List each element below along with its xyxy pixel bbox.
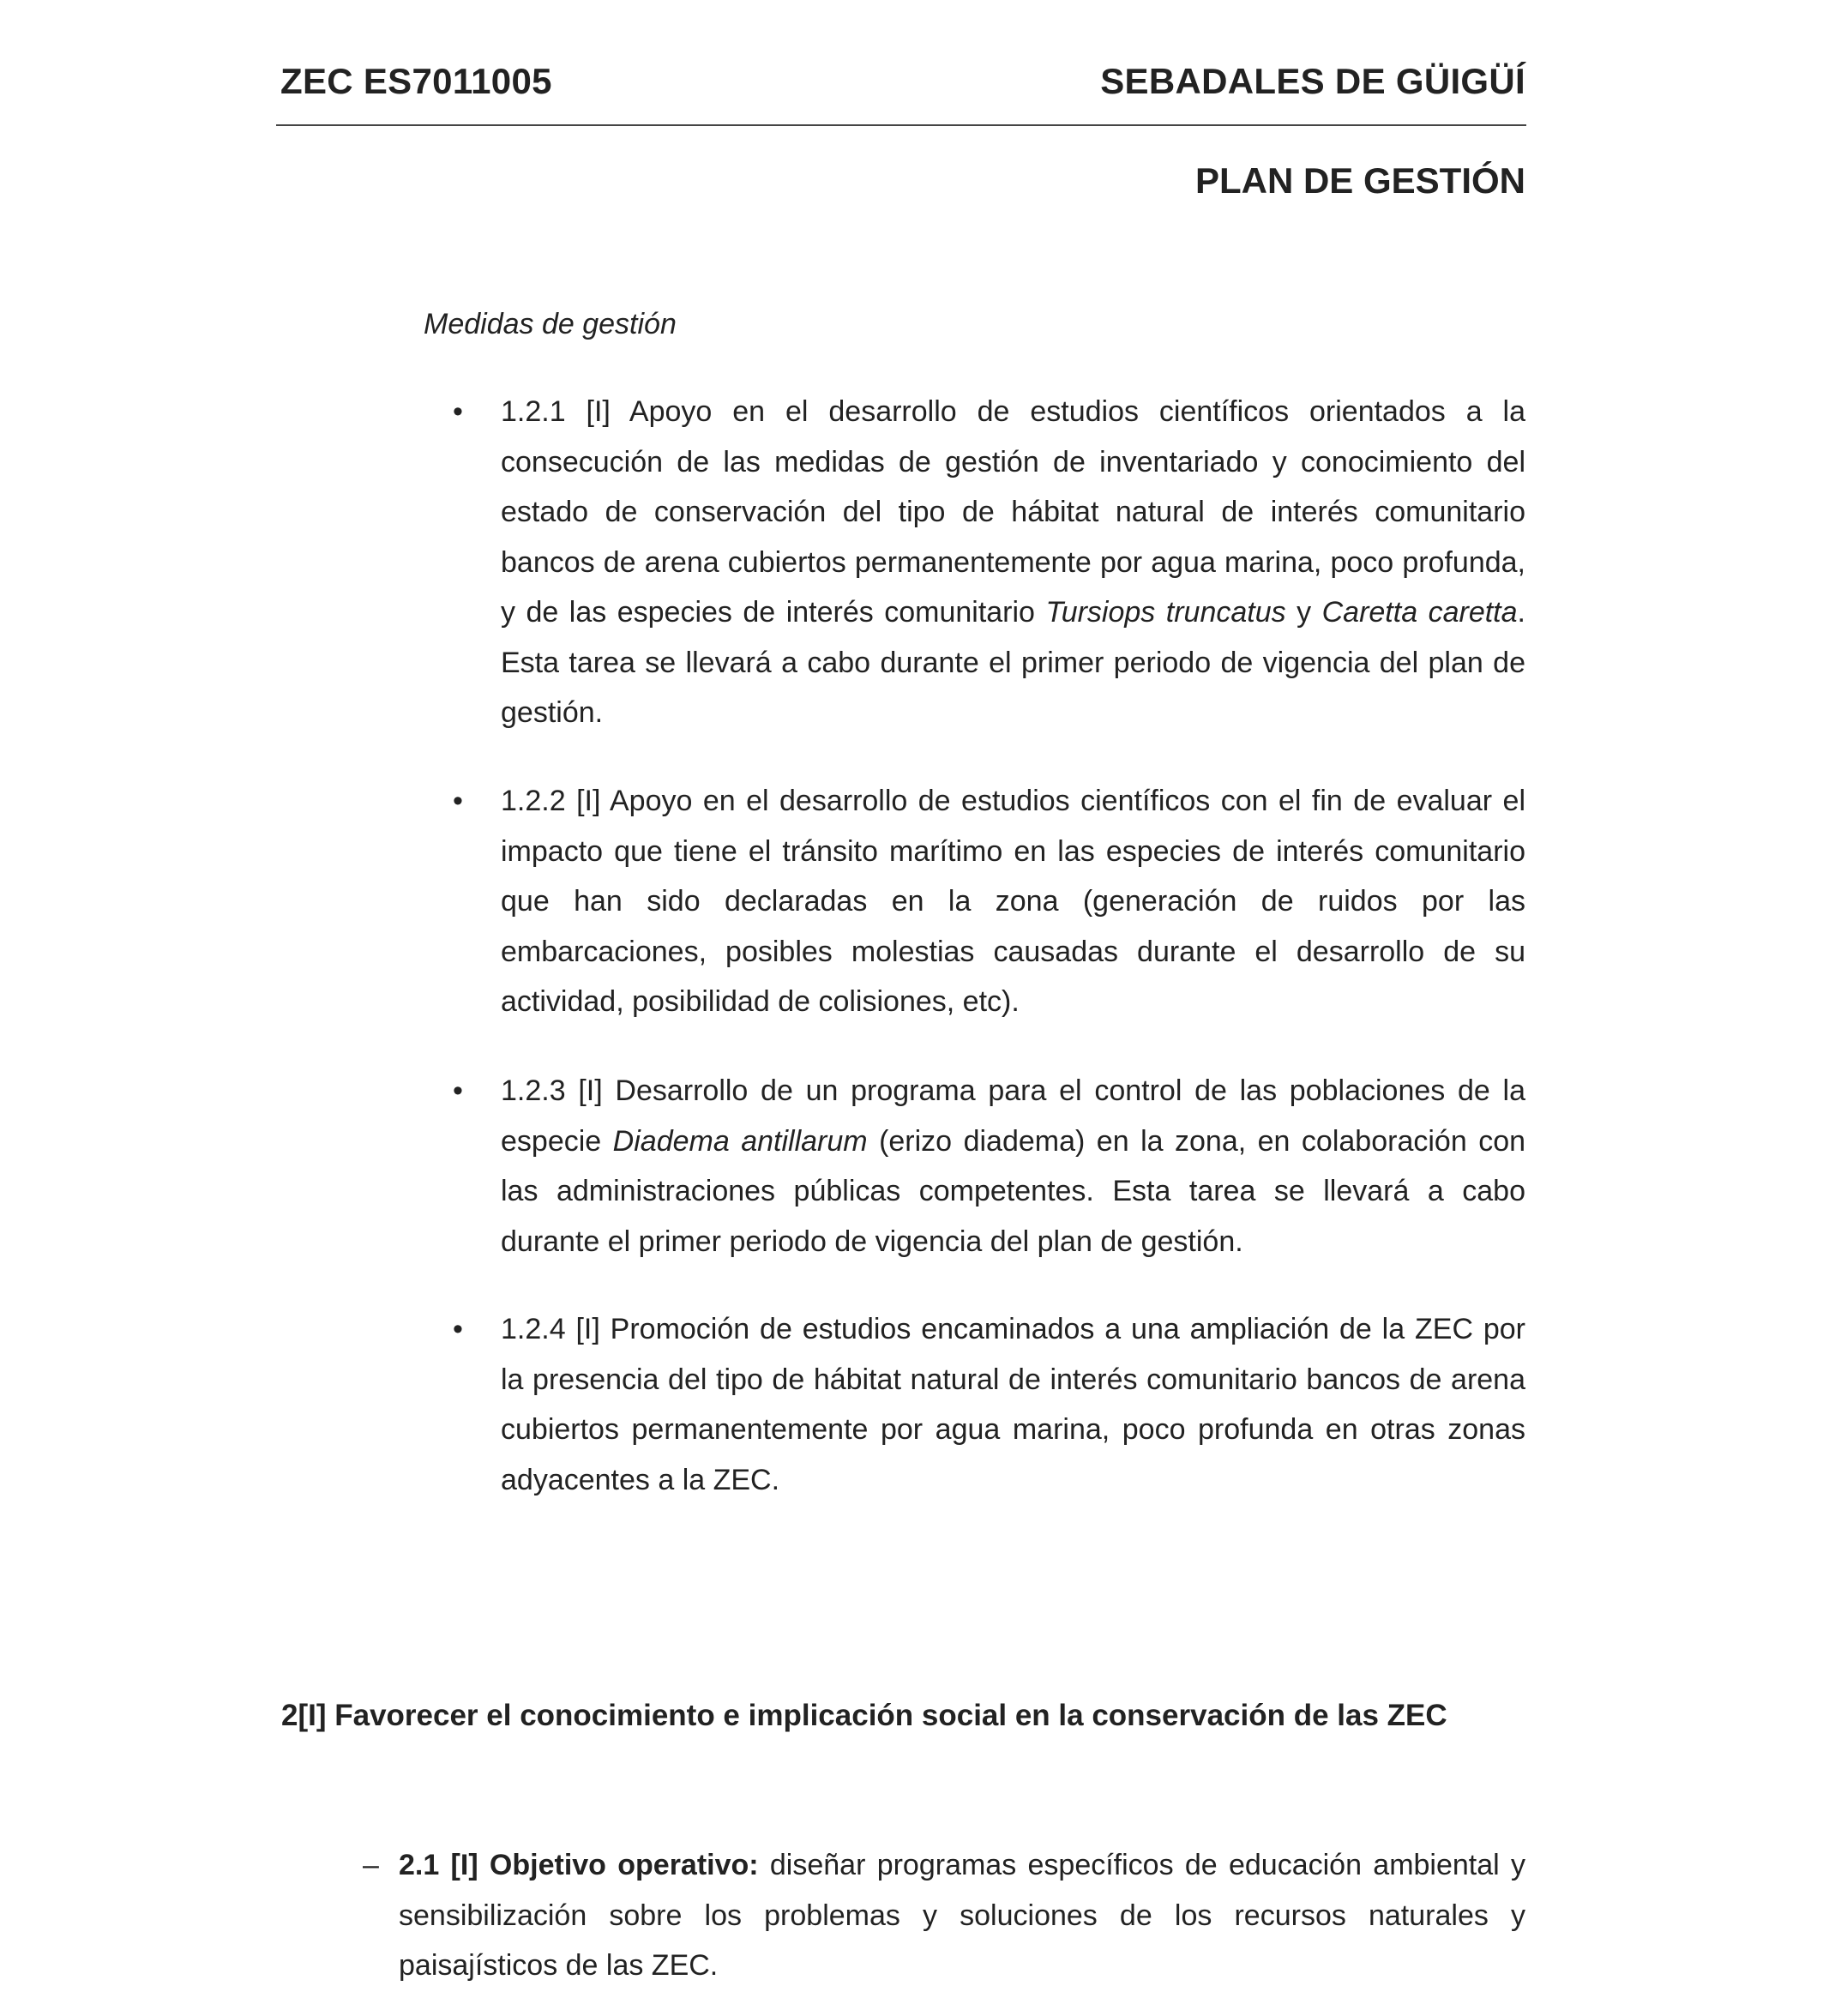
measure-text: (erizo diadema) en la zona, en colaboración con las administraciones públicas competentes. Esta tarea se llevará a cabo durante el primer periodo de vigencia del plan de gestión. bbox=[501, 1124, 1526, 1258]
dash-bullet-icon: – bbox=[363, 1849, 379, 1881]
goal-heading: 2[I] Favorecer el conocimiento e implicación social en la conservación de las ZEC bbox=[281, 1699, 1447, 1732]
header-divider bbox=[276, 124, 1526, 126]
bullet-icon: • bbox=[453, 1313, 463, 1345]
header-site-name: SEBADALES DE GÜIGÜÍ bbox=[1100, 61, 1525, 101]
species-name: Caretta caretta bbox=[1321, 596, 1518, 629]
plan-title: PLAN DE GESTIÓN bbox=[1194, 160, 1525, 201]
bullet-icon: • bbox=[453, 785, 463, 817]
species-name: Tursiops truncatus bbox=[1045, 596, 1286, 629]
operational-objective bbox=[363, 1840, 1525, 1991]
species-name: Diadema antillarum bbox=[612, 1124, 868, 1158]
measure-text: 1.2.4 [I] Promoción de estudios encaminados a una ampliación de la ZEC por la presencia del tipo de hábitat natural de interés comunitario bancos de arena cubiertos permanentemente por agua marina, poco profunda en otras zonas adyacentes a la ZEC. bbox=[501, 1313, 1525, 1496]
objective-label: 2.1 [I] Objetivo operativo: bbox=[399, 1849, 759, 1881]
measure-text: 1.2.2 [I] Apoyo en el desarrollo de estudios científicos con el fin de evaluar el impacto que tiene el tránsito marítimo en las especies de interés comunitario que han sido declaradas en la zona (generación de ruidos por las embarcaciones, posibles molestias causadas durante el desarrollo de su actividad, posibilidad de colisiones, etc). bbox=[501, 785, 1525, 1018]
bullet-icon: • bbox=[453, 1074, 463, 1107]
list-item-measure-1-2-1 bbox=[453, 387, 1525, 738]
list-item-measure-1-2-3 bbox=[453, 1066, 1526, 1267]
list-item-measure-1-2-4 bbox=[453, 1304, 1525, 1505]
list-item-measure-1-2-2 bbox=[453, 776, 1525, 1027]
bullet-icon: • bbox=[453, 395, 463, 428]
measure-text: 1.2.1 [I] Apoyo en el desarrollo de estudios científicos orientados a la consecución de las medidas de gestión de inventariado y conocimiento del estado de conservación del tipo de hábitat natural de interés comunitario bancos de arena cubiertos permanentemente por agua marina, poco profunda, y de las especies de interés comunitario bbox=[501, 395, 1525, 629]
objective-text: diseñar programas específicos de educación ambiental y sensibilización sobre los problemas y soluciones de los recursos naturales y paisajísticos de las ZEC. bbox=[399, 1849, 1525, 1982]
measure-text: y bbox=[1285, 596, 1322, 629]
header-site-code: ZEC ES7011005 bbox=[280, 61, 552, 101]
section-label: Medidas de gestión bbox=[424, 308, 677, 340]
measure-text: . Esta tarea se llevará a cabo durante el primer periodo de vigencia del plan de gestión. bbox=[501, 596, 1525, 729]
measure-text: 1.2.3 [I] Desarrollo de un programa para el control de las poblaciones de la especie bbox=[501, 1074, 1525, 1158]
